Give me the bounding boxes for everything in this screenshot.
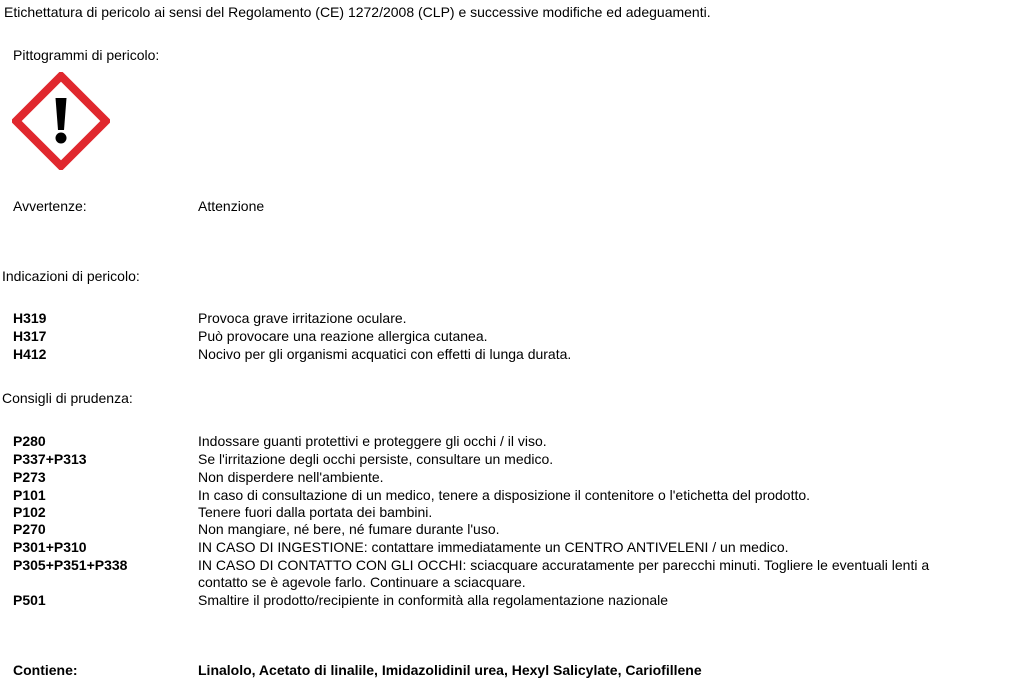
precaution-code: P305+P351+P338 — [13, 557, 128, 573]
hazard-code: H412 — [13, 346, 47, 362]
precaution-text: Se l'irritazione degli occhi persiste, consultare un medico. — [198, 451, 554, 467]
precaution-code: P301+P310 — [13, 539, 87, 555]
contains-value: Linalolo, Acetato di linalile, Imidazolidinil urea, Hexyl Salicylate, Cariofillene — [198, 662, 702, 678]
precaution-code: P501 — [13, 592, 46, 608]
precaution-text: Indossare guanti protettivi e proteggere gli occhi / il viso. — [198, 433, 547, 449]
signal-word-value: Attenzione — [198, 198, 265, 214]
precaution-text: Non disperdere nell'ambiente. — [198, 469, 384, 485]
hazard-text: Può provocare una reazione allergica cutanea. — [198, 328, 488, 344]
precaution-code: P337+P313 — [13, 451, 87, 467]
contains-label: Contiene: — [13, 662, 78, 678]
precaution-code: P101 — [13, 487, 46, 503]
precaution-text: Non mangiare, né bere, né fumare durante l'uso. — [198, 521, 500, 537]
precautionary-statements-heading: Consigli di prudenza: — [2, 390, 133, 406]
page-title: Etichettatura di pericolo ai sensi del Regolamento (CE) 1272/2008 (CLP) e successive modifiche ed adeguamenti. — [4, 4, 711, 20]
hazard-text: Provoca grave irritazione oculare. — [198, 310, 407, 326]
precaution-code: P102 — [13, 504, 46, 520]
precaution-text: Smaltire il prodotto/recipiente in conformità alla regolamentazione nazionale — [198, 592, 669, 608]
signal-word-label: Avvertenze: — [13, 198, 87, 214]
hazard-code: H319 — [13, 310, 47, 326]
precaution-text: In caso di consultazione di un medico, tenere a disposizione il contenitore o l'etichetta del prodotto. — [198, 487, 811, 503]
hazard-code: H317 — [13, 328, 47, 344]
hazard-text: Nocivo per gli organismi acquatici con effetti di lunga durata. — [198, 346, 572, 362]
precaution-code: P280 — [13, 433, 46, 449]
precaution-code: P273 — [13, 469, 46, 485]
precaution-text: IN CASO DI INGESTIONE: contattare immediatamente un CENTRO ANTIVELENI / un medico. — [198, 539, 789, 555]
precaution-text: IN CASO DI CONTATTO CON GLI OCCHI: sciacquare accuratamente per parecchi minuti. Togliere le eventuali lenti a — [198, 557, 930, 573]
precaution-text-continued: contatto se è agevole farlo. Continuare a sciacquare. — [198, 574, 526, 590]
exclamation-mark-hazard-icon — [12, 72, 110, 170]
hazard-statements-heading: Indicazioni di pericolo: — [2, 268, 140, 284]
precaution-text: Tenere fuori dalla portata dei bambini. — [198, 504, 433, 520]
precaution-code: P270 — [13, 521, 46, 537]
pictograms-label: Pittogrammi di pericolo: — [13, 47, 160, 63]
